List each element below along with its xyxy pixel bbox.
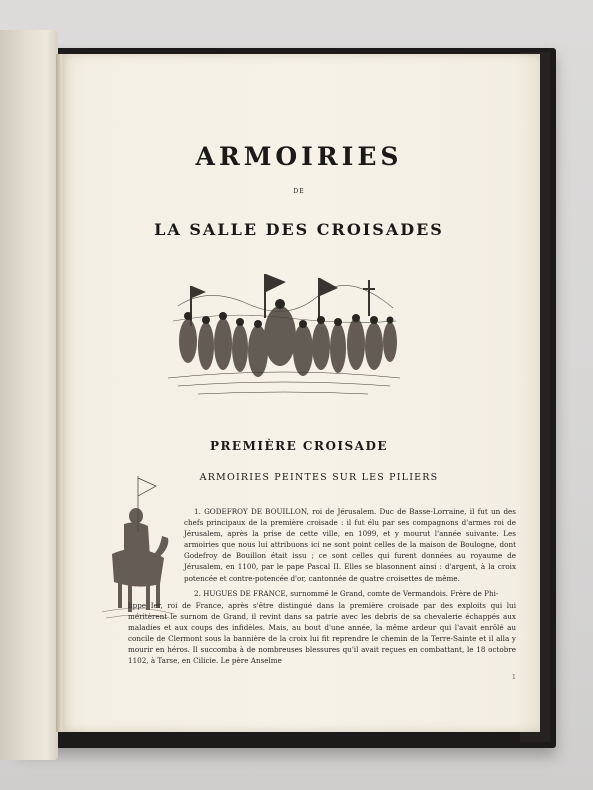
subsection-heading: ARMOIRIES PEINTES SUR LES PILIERS xyxy=(199,472,439,483)
knight-on-horse-engraving xyxy=(98,472,176,620)
page-mark: 1 xyxy=(512,674,516,681)
page-subtitle: LA SALLE DES CROISADES xyxy=(154,220,444,239)
section-heading: PREMIÈRE CROISADE xyxy=(209,439,389,453)
paragraph-hugues-start: 2. HUGUES DE FRANCE, surnommé le Grand, comte de Vermandois. Frère de Phi- xyxy=(194,588,499,598)
page-gutter xyxy=(56,54,62,732)
paragraph-text: 1. GODEFROY DE BOUILLON, roi de Jérusalem. Duc de Basse-Lorraine, il fut un des chefs principaux de la première croisade : il fut élu par ses compagnons d'armes roi de Jérusalem, après la prise de cette ville, en 1099, et y mourut l'année suivante. Les armoiries que nous lui attribuons ici ne sont point celles de la maison de Boulogne, dont Godefroy de Bouillon était issu ; ce sont celles qui furent données au royaume de Jérusalem, en 1100, par le pape Pascal II. Elles se blasonnent ainsi : d'argent, à la croix potencée et contre-potencée d'or, cantonnée de quatre croisettes de même. xyxy=(184,507,516,583)
paragraph-text-continued: lippe Ier, roi de France, après s'être distingué dans la première croisade par des exploits qui lui méritèrent le surnom de Grand, il revint dans sa patrie avec les debris de sa chevalerie échappés aux maladies et aux coups des infidèles. Mais, au bout d'une année, la même ardeur qui l'avait enrôlé au concile de Clermont sous la bannière de la croix lui fit reprendre le chemin de la Terre-Sainte et il alla y mourir en héros. Il succomba à de nombreuses blessures qu'il avait reçues en combattant, le 18 octobre 1102, à Tarse, en Cilicie. Le père Anselme xyxy=(128,601,516,666)
paragraph-hugues xyxy=(128,600,516,667)
book-page xyxy=(58,54,540,732)
page-title: ARMOIRIES xyxy=(195,142,403,171)
paragraph-godefroy xyxy=(184,506,516,603)
left-page-edge xyxy=(0,30,58,760)
title-connector: DE xyxy=(293,188,305,195)
crusade-procession-engraving xyxy=(168,266,400,406)
